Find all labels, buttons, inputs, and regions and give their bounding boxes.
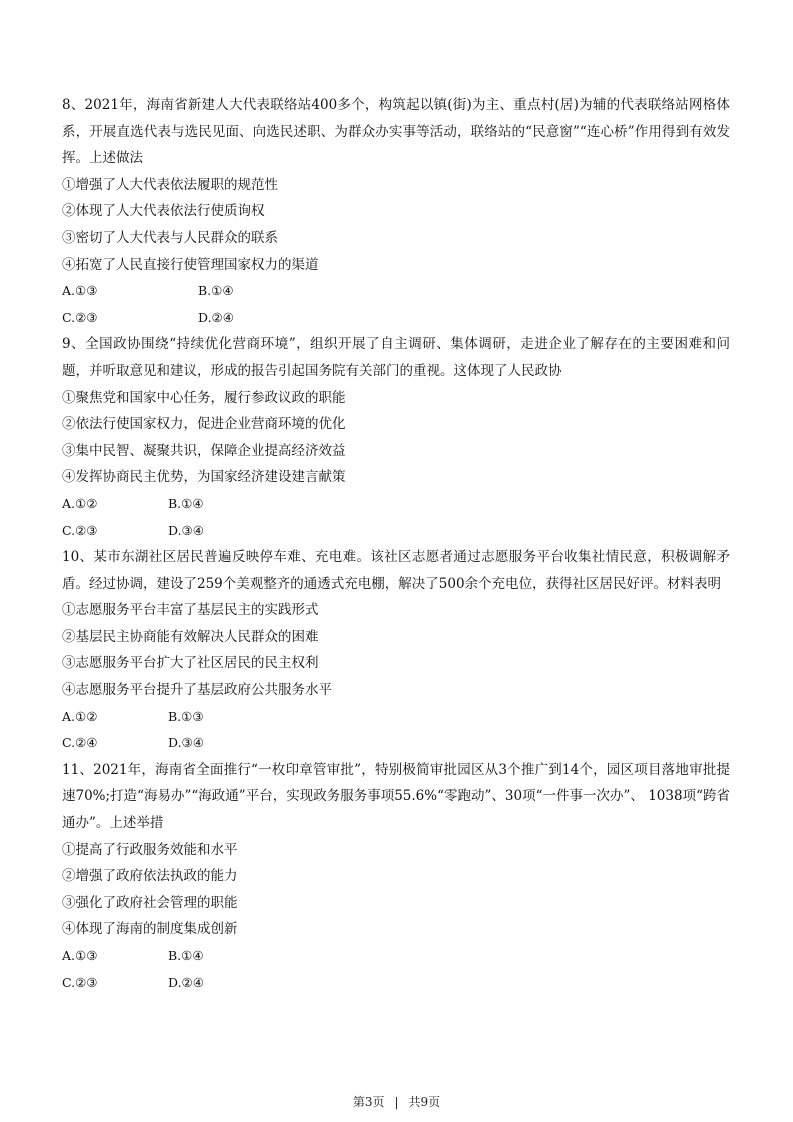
choice-c: C.②③ (62, 522, 98, 538)
choice-a: A.①② (62, 495, 98, 511)
option-statement: ④体现了海南的制度集成创新 (62, 921, 238, 938)
option-statement: ④发挥协商民主优势，为国家经济建设建言献策 (62, 469, 346, 486)
answer-choices-row (62, 730, 730, 757)
answer-choices-row (62, 305, 730, 332)
question-9 (62, 331, 730, 544)
choice-c: C.②④ (62, 735, 98, 751)
option-statement: ②体现了人大代表依法行使质询权 (62, 203, 265, 220)
page-total: 共9页 (408, 1095, 441, 1109)
question-stem: 9、全国政协围绕“持续优化营商环境”，组织开展了自主调研、集体调研，走进企业了解存在的主要困难和问题，并听取意见和建议，形成的报告引起国务院有关部门的重视。这体现了人民政协 (62, 336, 730, 379)
option-statement: ②基层民主协商能有效解决人民群众的困难 (62, 628, 319, 645)
footer-separator: | (394, 1095, 399, 1109)
answer-choices-row (62, 943, 730, 970)
question-11 (62, 757, 730, 996)
option-statement: ①聚焦党和国家中心任务，履行参政议政的职能 (62, 389, 346, 406)
answer-choices-row (62, 970, 730, 997)
option-statement: ②增强了政府依法执政的能力 (62, 868, 238, 885)
question-stem: 8、2021年，海南省新建人大代表联络站400多个，构筑起以镇(街)为主、重点村(居)为辅的代表联络站网格体系，开展直选代表与选民见面、向选民述职、为群众办实事等活动，联络站的“民意窗”“连心桥”作用得到有效发挥。上述做法 (62, 97, 730, 167)
option-statement: ①志愿服务平台丰富了基层民主的实践形式 (62, 602, 319, 619)
option-statement: ③密切了人大代表与人民群众的联系 (62, 229, 278, 246)
option-statement: ②依法行使国家权力，促进企业营商环境的优化 (62, 416, 346, 433)
answer-choices-row (62, 518, 730, 545)
page-footer (0, 1093, 793, 1110)
option-statement: ③集中民智、凝聚共识，保障企业提高经济效益 (62, 442, 346, 459)
question-list (62, 92, 730, 996)
option-statement: ④志愿服务平台提升了基层政府公共服务水平 (62, 682, 332, 699)
option-statement: ③强化了政府社会管理的职能 (62, 894, 238, 911)
question-stem: 11、2021年，海南省全面推行“一枚印章管审批”，特别极简审批园区从3个推广到14个，园区项目落地审批提速70%;打造“海易办”“海政通”平台，实现政务服务事项55.6%“零跑动”、30项“一件事一次办”、 1038项“跨省通办”。上述举措 (62, 761, 730, 832)
choice-d: D.②④ (168, 974, 204, 990)
page-number: 第3页 (352, 1095, 385, 1109)
answer-choices-row (62, 491, 730, 518)
choice-a: A.①② (62, 708, 98, 724)
choice-b: B.①③ (168, 708, 204, 724)
choice-a: A.①③ (62, 283, 98, 299)
choice-c: C.②③ (62, 974, 98, 990)
choice-a: A.①③ (62, 948, 98, 963)
answer-choices-row (62, 704, 730, 731)
choice-b: B.①④ (168, 948, 204, 963)
choice-d: D.③④ (168, 522, 204, 538)
choice-b: B.①④ (198, 283, 234, 299)
choice-d: D.②④ (198, 309, 234, 325)
choice-c: C.②③ (62, 309, 98, 325)
question-10 (62, 544, 730, 757)
option-statement: ①提高了行政服务效能和水平 (62, 841, 238, 858)
question-8 (62, 92, 730, 331)
option-statement: ①增强了人大代表依法履职的规范性 (62, 176, 278, 193)
choice-b: B.①④ (168, 495, 204, 511)
question-stem: 10、某市东湖社区居民普遍反映停车难、充电难。该社区志愿者通过志愿服务平台收集社情民意，积极调解矛盾。经过协调，建设了259个美观整齐的通透式充电棚，解决了500余个充电位，获得社区居民好评。材料表明 (62, 549, 730, 592)
option-statement: ③志愿服务平台扩大了社区居民的民主权利 (62, 655, 319, 672)
option-statement: ④拓宽了人民直接行使管理国家权力的渠道 (62, 256, 319, 273)
choice-d: D.③④ (168, 735, 204, 751)
answer-choices-row (62, 278, 730, 305)
